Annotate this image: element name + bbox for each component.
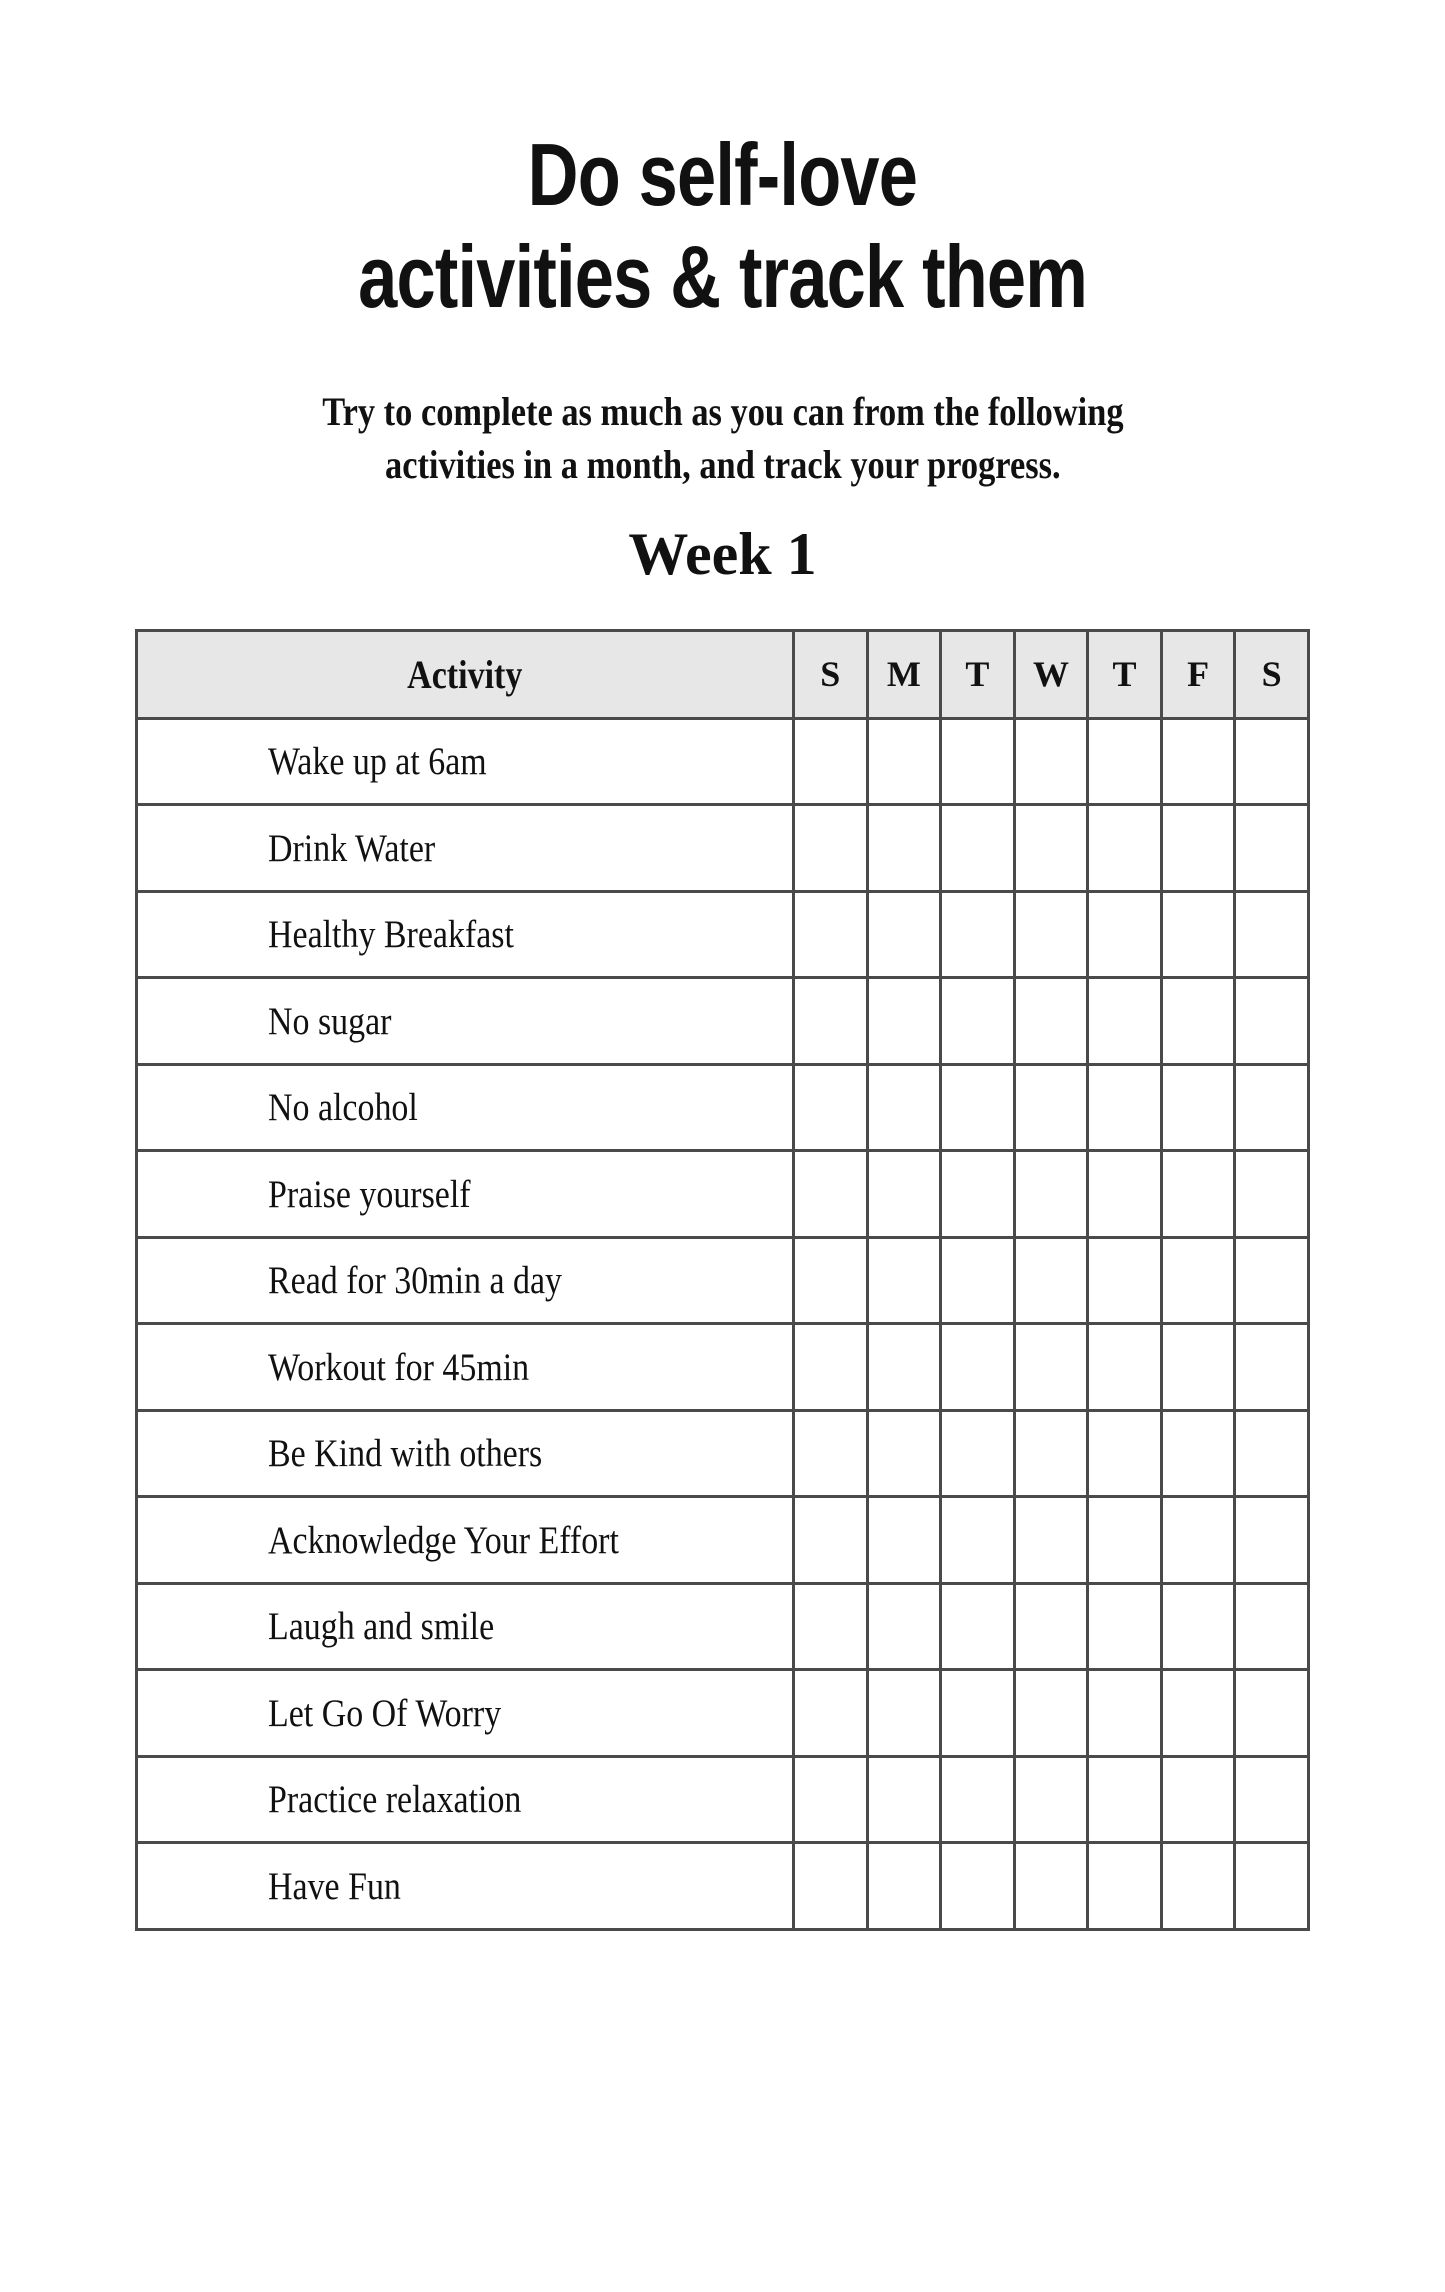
activity-label: Drink Water <box>137 805 794 892</box>
activity-row <box>137 891 1309 978</box>
tracking-cell <box>867 1670 941 1757</box>
activity-label: No alcohol <box>137 1064 794 1151</box>
tracking-cell <box>1235 1324 1309 1411</box>
tracking-cell <box>867 1064 941 1151</box>
tracking-cell <box>1235 1756 1309 1843</box>
tracking-cell <box>941 718 1015 805</box>
activity-label: Wake up at 6am <box>137 718 794 805</box>
tracking-cell <box>1161 1670 1235 1757</box>
tracking-cell <box>794 1497 868 1584</box>
activity-row <box>137 1064 1309 1151</box>
tracking-cell <box>867 1583 941 1670</box>
day-header-thursday: T <box>1088 630 1162 718</box>
tracking-cell <box>1014 1237 1088 1324</box>
tracking-cell <box>867 1410 941 1497</box>
tracking-cell <box>1161 805 1235 892</box>
tracking-cell <box>941 1497 1015 1584</box>
tracking-cell <box>1014 805 1088 892</box>
tracking-cell <box>1235 1583 1309 1670</box>
tracking-cell <box>867 1151 941 1238</box>
tracking-cell <box>1161 1064 1235 1151</box>
tracking-cell <box>941 1670 1015 1757</box>
tracking-cell <box>941 1237 1015 1324</box>
tracking-cell <box>1235 978 1309 1065</box>
tracking-cell <box>1088 1324 1162 1411</box>
tracking-cell <box>794 1756 868 1843</box>
tracking-cell <box>1088 1410 1162 1497</box>
tracking-cell <box>1014 1756 1088 1843</box>
tracking-cell <box>867 1497 941 1584</box>
tracking-cell <box>1088 1756 1162 1843</box>
activity-label: Have Fun <box>137 1843 794 1930</box>
tracking-cell <box>941 1064 1015 1151</box>
tracking-cell <box>1014 718 1088 805</box>
tracking-cell <box>794 1151 868 1238</box>
tracking-cell <box>794 1670 868 1757</box>
tracking-cell <box>1161 1497 1235 1584</box>
activity-row <box>137 718 1309 805</box>
tracking-cell <box>1088 1237 1162 1324</box>
tracking-cell <box>1088 1064 1162 1151</box>
activity-label: Read for 30min a day <box>137 1237 794 1324</box>
activity-row <box>137 805 1309 892</box>
tracking-cell <box>867 718 941 805</box>
activity-row <box>137 1410 1309 1497</box>
tracking-cell <box>867 805 941 892</box>
tracking-cell <box>1014 891 1088 978</box>
tracking-cell <box>1235 1151 1309 1238</box>
day-header-friday: F <box>1161 630 1235 718</box>
activity-row <box>137 1756 1309 1843</box>
activity-row <box>137 1843 1309 1930</box>
tracking-cell <box>867 891 941 978</box>
activity-row <box>137 1583 1309 1670</box>
activity-label: Be Kind with others <box>137 1410 794 1497</box>
tracking-cell <box>1088 1151 1162 1238</box>
tracking-cell <box>1235 1064 1309 1151</box>
tracking-cell <box>941 978 1015 1065</box>
activity-row <box>137 1237 1309 1324</box>
activity-label: Healthy Breakfast <box>137 891 794 978</box>
activity-row <box>137 1324 1309 1411</box>
tracking-cell <box>1088 1843 1162 1930</box>
tracking-cell <box>941 1324 1015 1411</box>
tracking-cell <box>1235 1670 1309 1757</box>
tracking-cell <box>1014 978 1088 1065</box>
tracking-cell <box>1014 1151 1088 1238</box>
tracking-cell <box>941 1410 1015 1497</box>
tracking-cell <box>1161 1843 1235 1930</box>
activity-label: Let Go Of Worry <box>137 1670 794 1757</box>
tracking-cell <box>794 718 868 805</box>
tracking-cell <box>867 1756 941 1843</box>
page-title <box>0 124 1445 328</box>
activity-row <box>137 1151 1309 1238</box>
tracking-cell <box>1161 1410 1235 1497</box>
tracking-cell <box>1014 1410 1088 1497</box>
tracking-cell <box>1161 1583 1235 1670</box>
page-subtitle-line1: Try to complete as much as you can from the following <box>321 389 1124 435</box>
day-header-tuesday: T <box>941 630 1015 718</box>
tracking-cell <box>1014 1064 1088 1151</box>
tracking-cell <box>1235 1843 1309 1930</box>
activity-label: Practice relaxation <box>137 1756 794 1843</box>
activity-label: Laugh and smile <box>137 1583 794 1670</box>
tracking-cell <box>1161 718 1235 805</box>
tracking-cell <box>941 1583 1015 1670</box>
tracking-cell <box>1088 1670 1162 1757</box>
tracking-cell <box>794 1843 868 1930</box>
activity-row <box>137 978 1309 1065</box>
day-header-wednesday: W <box>1014 630 1088 718</box>
tracking-cell <box>794 891 868 978</box>
tracking-cell <box>1235 805 1309 892</box>
tracking-cell <box>867 1843 941 1930</box>
tracking-cell <box>1014 1583 1088 1670</box>
tracking-cell <box>941 891 1015 978</box>
tracking-cell <box>1161 1237 1235 1324</box>
tracking-cell <box>1235 891 1309 978</box>
table-header-row <box>137 630 1309 718</box>
activity-label: Acknowledge Your Effort <box>137 1497 794 1584</box>
tracking-cell <box>1088 978 1162 1065</box>
tracking-cell <box>1235 718 1309 805</box>
tracking-cell <box>1088 1497 1162 1584</box>
page-subtitle <box>0 386 1445 492</box>
tracking-cell <box>1014 1670 1088 1757</box>
tracking-cell <box>1161 1756 1235 1843</box>
day-header-sunday: S <box>794 630 868 718</box>
activity-label: Workout for 45min <box>137 1324 794 1411</box>
tracking-cell <box>794 1324 868 1411</box>
activity-column-header: Activity <box>137 630 794 718</box>
activity-row <box>137 1497 1309 1584</box>
tracking-cell <box>1161 891 1235 978</box>
tracking-cell <box>1235 1237 1309 1324</box>
week-heading: Week 1 <box>628 520 817 587</box>
page-title-line2: activities & track them <box>358 227 1087 327</box>
activity-label: Praise yourself <box>137 1151 794 1238</box>
day-header-saturday: S <box>1235 630 1309 718</box>
tracking-cell <box>941 1756 1015 1843</box>
tracking-cell <box>794 978 868 1065</box>
tracker-table <box>135 629 1310 1931</box>
tracking-cell <box>867 978 941 1065</box>
tracking-cell <box>1014 1497 1088 1584</box>
tracking-cell <box>1088 891 1162 978</box>
tracking-cell <box>1014 1843 1088 1930</box>
tracking-cell <box>941 805 1015 892</box>
tracking-cell <box>1161 1324 1235 1411</box>
activity-row <box>137 1670 1309 1757</box>
tracking-cell <box>794 1064 868 1151</box>
tracking-cell <box>794 805 868 892</box>
tracking-cell <box>1235 1410 1309 1497</box>
tracking-cell <box>794 1237 868 1324</box>
tracking-cell <box>1161 1151 1235 1238</box>
tracking-cell <box>1088 718 1162 805</box>
tracking-cell <box>794 1410 868 1497</box>
page-subtitle-line2: activities in a month, and track your progress. <box>384 441 1061 487</box>
tracking-cell <box>1088 805 1162 892</box>
tracking-cell <box>867 1237 941 1324</box>
tracking-cell <box>1014 1324 1088 1411</box>
tracking-cell <box>941 1843 1015 1930</box>
planner-page <box>0 124 1445 2292</box>
tracking-cell <box>941 1151 1015 1238</box>
tracking-cell <box>1235 1497 1309 1584</box>
activity-label: No sugar <box>137 978 794 1065</box>
page-title-line1: Do self-love <box>527 125 918 224</box>
tracking-cell <box>1161 978 1235 1065</box>
tracking-cell <box>867 1324 941 1411</box>
tracking-cell <box>1088 1583 1162 1670</box>
tracking-cell <box>794 1583 868 1670</box>
day-header-monday: M <box>867 630 941 718</box>
